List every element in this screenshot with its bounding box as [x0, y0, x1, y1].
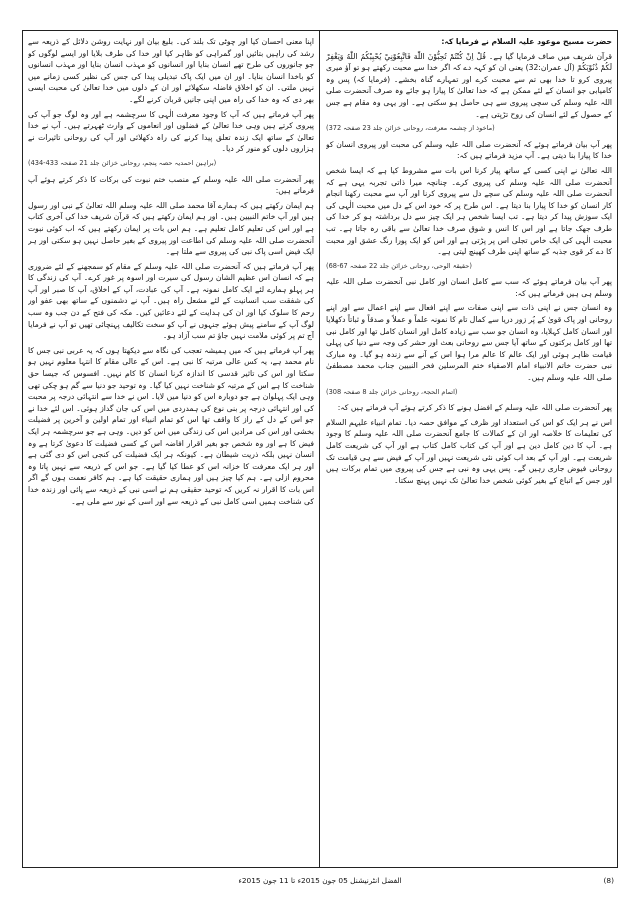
paragraph: پھر آپ بیان فرماتے ہوئے کہ آنحضرت صلی اللہ علیہ وسلم کی محبت اور پیروی انسان کو خدا کا پیارا بنا دیتی ہے۔ آپ مزید فرماتے ہیں کہ:	[326, 139, 612, 161]
paragraph: ہم ایمان رکھتے ہیں کہ ہمارے آقا محمد صلی اللہ علیہ وسلم اللہ تعالیٰ کے نبی اور رسول ہیں اور آپ خاتم النبیین ہیں۔ اور ہم ایمان رکھتے ہیں کہ قرآن شریف خدا کی آخری کتاب ہے اور اس کی تعلیم کامل تعلیم ہے۔ ہم اس بات پر ایمان رکھتے ہیں کہ اب کوئی نبوت آنحضرت صلی اللہ علیہ وسلم کی اطاعت اور پیروی کے بغیر حاصل نہیں ہو سکتی اور ہر ایک فیض اسی پاک نبی کی پیروی سے ملتا ہے۔	[28, 200, 314, 257]
paragraph: اللہ تعالیٰ نے اپنی کسی کے ساتھ پیار کرنا اس بات سے مشروط کیا ہے کہ ایسا شخص آنحضرت صلی اللہ علیہ وسلم کی پیروی کرے۔ چنانچہ میرا ذاتی تجربہ یہی ہے کہ آنحضرت صلی اللہ علیہ وسلم کی سچے دل سے پیروی کرنا اور آپ سے محبت رکھنا انجام کار انسان کو خدا کا پیارا بنا دیتا ہے۔ اس طرح پر کہ خود اس کے دل میں محبت الٰہی کی ایک سوزش پیدا کر دیتا ہے۔ تب ایسا شخص ہر ایک چیز سے دل برداشتہ ہو کر خدا کی طرف جھک جاتا ہے اور اس کا انس و شوق صرف خدا تعالیٰ سے باقی رہ جاتا ہے۔ تب محبت الٰہی کی ایک خاص تجلی اس پر پڑتی ہے اور اس کو ایک پورا رنگ عشق اور محبت کا دے کر قوی جذبہ کے ساتھ اپنی طرف کھینچ لیتی ہے۔	[326, 165, 612, 257]
paragraph: پھر آپ بیان فرماتے ہوئے کہ سب سے کامل انسان اور کامل نبی آنحضرت صلی اللہ علیہ وسلم ہی ہیں فرماتے ہیں کہ:	[326, 277, 612, 298]
page-frame	[22, 30, 618, 868]
paragraph: اپنا معنی احسان کیا اور چوٹی تک بلند کی۔ بلیغ بیان اور نہایت روشن دلائل کے ذریعہ سے رشد کی راہیں بتائیں اور گمراہی کو ظاہر کیا اور خدا کی طرف بلایا اور ایسے لوگوں کو جو جانوروں کی طرح تھے انسان بنایا اور انسانوں کو مہذب انسان بنایا اور مہذب انسانوں کو باخدا انسان بنایا۔ اور ان میں ایک پاک تبدیلی پیدا کی جس کی نظیر کسی زمانے میں نہیں ملتی۔ ان کو اخلاق فاضلہ سکھلائے اور ان کے دلوں میں خدا تعالیٰ کی محبت ایسی بھر دی کہ وہ خدا کی راہ میں اپنی جانیں قربان کرنے لگے۔	[28, 37, 314, 104]
paragraph: پھر آنحضرت صلی اللہ علیہ وسلم کے افضل ہونے کا ذکر کرتے ہوئے آپ فرماتے ہیں کہ:	[337, 403, 612, 413]
paragraph: قرآن شریف میں صاف فرمایا گیا ہے۔ قُلْ اِنْ كُنْتُمْ تُحِبُّوْنَ اللّٰهَ فَاتَّبِعُوْنِيْ يُحْبِبْكُمُ اللّٰهُ وَيَغْفِرْ لَكُمْ ذُنُوْبَكُمْ (آل عمران:32) یعنی ان کو کہہ دے کہ اگر خدا سے محبت رکھتے ہو تو آؤ میری پیروی کرو تا خدا بھی تم سے محبت کرے اور تمہارے گناہ بخشے۔ (فرمایا کہ) پس وہ کامیابی جو انسان کے لئے ممکن ہے کہ خدا تعالیٰ کا پیارا ہو جائے وہ صرف آنحضرت صلی اللہ علیہ وسلم کی سچی پیروی سے ہی حاصل ہو سکتی ہے۔ اور یہی وہ مقام ہے جس کے حصول کے لئے انسان کی روح تڑپتی ہے۔	[326, 51, 612, 119]
page-number: (8)	[603, 876, 614, 885]
right-column	[326, 36, 612, 862]
paragraph: پھر آپ فرماتے ہیں کہ آپ کا وجود معرفت الٰہی کا سرچشمہ ہے اور وہ لوگ جو آپ کی پیروی کرتے ہیں وہی خدا تعالیٰ کے فضلوں اور انعاموں کے وارث ٹھہرتے ہیں۔ آپ نے خدا تعالیٰ کے ساتھ ایک زندہ تعلق پیدا کرنے کی راہ دکھلائی اور آپ کی روحانی تاثیرات نے ہزاروں دلوں کو منور کر دیا۔	[28, 109, 314, 154]
paragraph: پھر آنحضرت صلی اللہ علیہ وسلم کے منصب ختم نبوت کی برکات کا ذکر کرتے ہوئے آپ فرماتے ہیں:	[28, 174, 314, 196]
left-column	[28, 36, 314, 862]
paragraph: وہ انسان جس نے اپنی ذات سے اپنی صفات سے اپنے افعال سے اپنے اعمال سے اور اپنے روحانی اور پاک قویٰ کے پُر زور دریا سے کمال تام کا نمونہ علماً و عملاً و صدقاً و ثباتاً دکھلایا اور انسان کامل کہلایا، وہ انسان جو سب سے زیادہ کامل اور انسان کامل تھا اور کامل نبی تھا اور کامل برکتوں کے ساتھ آیا جس سے روحانی بعث اور حشر کی وجہ سے دنیا کی پہلی قیامت ظاہر ہوئی اور ایک عالم کا عالم مرا ہوا اس کے آنے سے زندہ ہو گیا۔ وہ مبارک نبی حضرت خاتم الانبیاء امام الاصفیاء ختم المرسلین فخر النبیین جناب محمد مصطفیٰ صلی اللہ علیہ وسلم ہیں۔	[326, 303, 612, 383]
reference: (اتمام الحجۃ، روحانی خزائن جلد 8 صفحہ 308)	[326, 387, 458, 396]
paragraph: اس نے ہر ایک کو اس کی استعداد اور ظرف کے موافق حصہ دیا۔ تمام انبیاء علیہم السلام کی تعلیمات کا خلاصہ اور ان کے کمالات کا جامع آنحضرت صلی اللہ علیہ وسلم کا وجود ہے۔ آپ کا دین کامل دین ہے اور آپ کی کتاب کامل کتاب ہے اور آپ کی شریعت کامل شریعت ہے۔ اور آپ کے بعد اب کوئی نئی شریعت نہیں اور آپ کے فیض سے ہی قیامت تک روحانی فیوض جاری رہیں گے۔ پس یہی وہ نبی ہے جس کی پیروی میں تمام برکات ہیں اور جس کے اتباع کے بغیر کوئی شخص خدا تعالیٰ تک نہیں پہنچ سکتا۔	[326, 417, 612, 485]
paragraph: پھر آپ فرماتے ہیں کہ آنحضرت صلی اللہ علیہ وسلم کے مقام کو سمجھنے کے لئے ضروری ہے کہ انسان اس عظیم الشان رسول کی سیرت اور اسوہ پر غور کرے۔ آپ کی زندگی کا ہر پہلو ہمارے لئے ایک کامل نمونہ ہے۔ آپ کی عبادت، آپ کے اخلاق، آپ کا صبر اور آپ کی شفقت سب انسانیت کے لئے مشعل راہ ہیں۔ آپ نے دشمنوں کے ساتھ بھی عفو اور رحم کا سلوک کیا اور ان کی ہدایت کے لئے دعائیں کیں۔ مکہ کی فتح کے دن جب وہ سب لوگ آپ کے سامنے پیش ہوئے جنہوں نے آپ کو سخت تکالیف پہنچائی تھیں تو آپ نے فرمایا آج تم پر کوئی ملامت نہیں جاؤ تم سب آزاد ہو۔	[28, 261, 314, 341]
reference: (حقیقۃ الوحی، روحانی خزائن جلد 22 صفحہ 67-68)	[326, 261, 472, 270]
opening-line: حضرت مسیح موعود علیہ السلام نے فرمایا کہ:	[441, 37, 612, 46]
column-divider	[319, 30, 320, 868]
paragraph: پھر آپ فرماتے ہیں کہ میں ہمیشہ تعجب کی نگاہ سے دیکھتا ہوں کہ یہ عربی نبی جس کا نام محمد ہے، یہ کس عالی مرتبہ کا نبی ہے۔ اس کے عالی مقام کا انتہا معلوم نہیں ہو سکتا اور اس کی تاثیر قدسی کا اندازہ کرنا انسان کا کام نہیں۔ افسوس کہ جیسا حق شناخت کا ہے اس کے مرتبہ کو شناخت نہیں کیا گیا۔ وہ توحید جو دنیا سے گم ہو چکی تھی وہی ایک پہلوان ہے جو دوبارہ اس کو دنیا میں لایا۔ اس نے خدا سے انتہائی درجہ پر محبت کی اور انتہائی درجہ پر بنی نوع کی ہمدردی میں اس کی جان گداز ہوئی۔ اس لئے خدا نے جو اس کے دل کے راز کا واقف تھا اس کو تمام انبیاء اور تمام اولین و آخرین پر فضیلت بخشی اور اس کی مرادیں اس کی زندگی میں اس کو دیں۔ وہی ہے جو سرچشمہ ہر ایک فیض کا ہے اور وہ شخص جو بغیر اقرار افاضہ اس کے کسی فضیلت کا دعویٰ کرتا ہے وہ انسان نہیں بلکہ ذریت شیطان ہے۔ کیونکہ ہر ایک فضیلت کی کنجی اس کو دی گئی ہے اور ہر ایک معرفت کا خزانہ اس کو عطا کیا گیا ہے۔ جو اس کے ذریعہ سے نہیں پاتا وہ محروم ازلی ہے۔ ہم کیا چیز ہیں اور ہماری حقیقت کیا ہے۔ ہم کافر نعمت ہوں گے اگر اس بات کا اقرار نہ کریں کہ توحید حقیقی ہم نے اسی نبی کے ذریعہ سے پائی اور زندہ خدا کی شناخت ہمیں اسی کامل نبی کے ذریعہ سے اور اسی کے نور سے ملی ہے۔	[28, 345, 314, 506]
reference: (ماخوذ از چشمہ معرفت، روحانی خزائن جلد 23 صفحہ 372)	[326, 124, 495, 133]
publication-info: الفضل انٹرنیشنل 05 جون 2015ء تا 11 جون 2015ء	[238, 876, 402, 885]
page-footer	[22, 874, 618, 888]
reference: (براہین احمدیہ حصہ پنجم، روحانی خزائن جلد 21 صفحہ 433-434)	[28, 158, 217, 167]
